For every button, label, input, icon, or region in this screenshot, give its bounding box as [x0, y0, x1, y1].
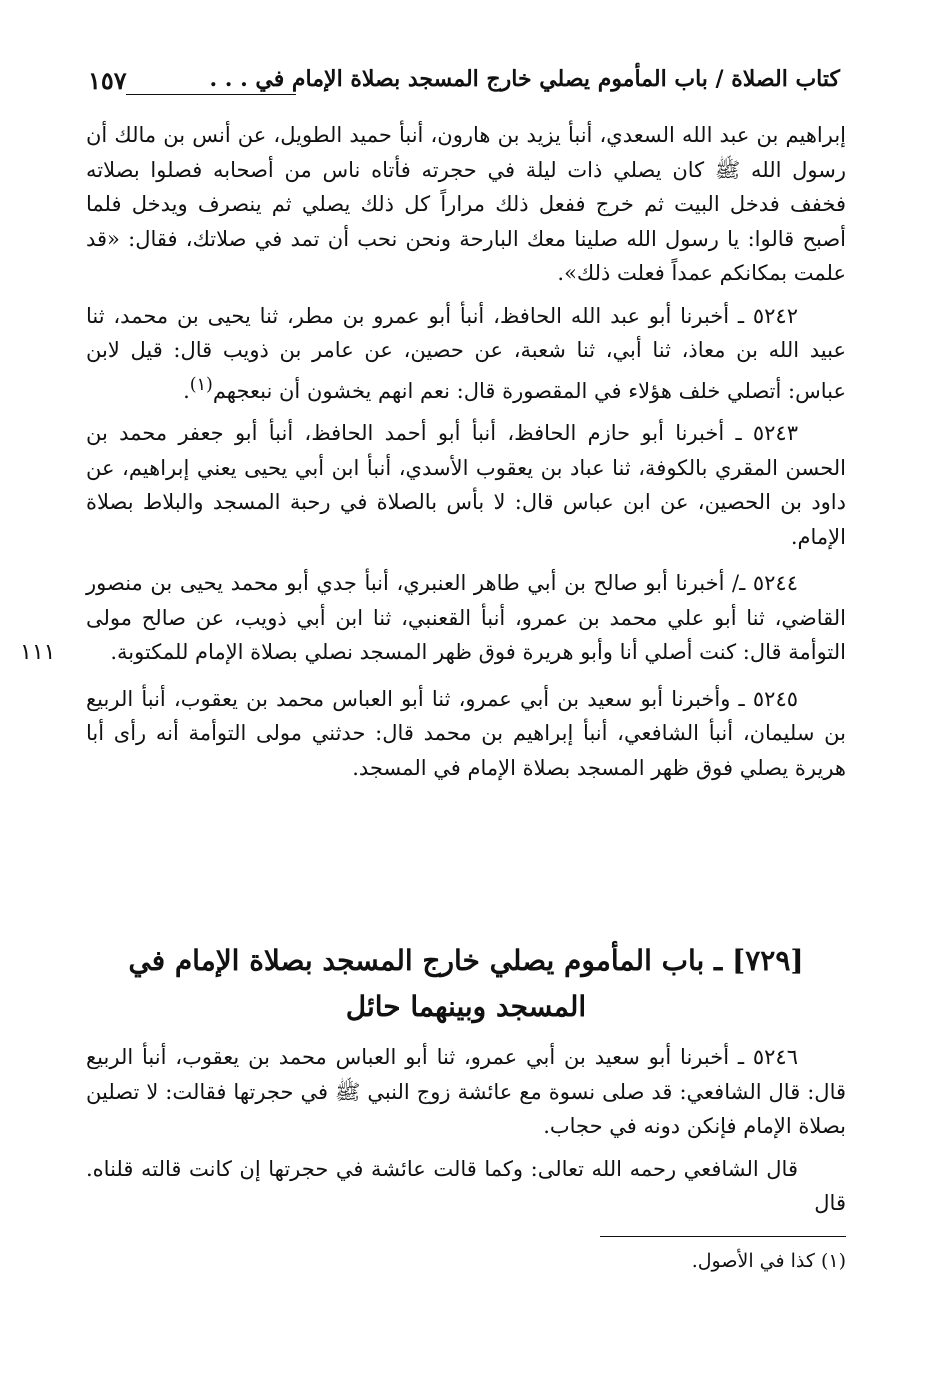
- paragraph-5242-text: ٥٢٤٢ ـ أخبرنا أبو عبد الله الحافظ، أنبأ أبو عمرو بن مطر، ثنا يحيى بن محمد، ثنا عبيد الله بن معاذ، ثنا أبي، ثنا شعبة، عن حصين، عن عامر بن ذويب قال: قيل لابن عباس: أتصلي خلف هؤلاء في المقصورة قال: نعم انهم يخشون أن نبعجهم: [86, 303, 846, 403]
- chapter-heading: [٧٢٩] ـ باب المأموم يصلي خارج المسجد بصلاة الإمام في المسجد وبينهما حائل: [128, 944, 804, 1023]
- body-text-upper: [86, 118, 846, 785]
- paragraph-5246: ٥٢٤٦ ـ أخبرنا أبو سعيد بن أبي عمرو، ثنا أبو العباس محمد بن يعقوب، أنبأ الربيع قال: قال الشافعي: قد صلى نسوة مع عائشة زوج النبي ﷺ في حجرتها فقالت: لا تصلين بصلاة الإمام فإنكن دونه في حجاب.: [86, 1045, 847, 1138]
- header-title: كتاب الصلاة / باب المأموم يصلي خارج المسجد بصلاة الإمام في . . .: [209, 66, 840, 92]
- footnote-reference: (١): [189, 374, 213, 395]
- header-rule: [126, 94, 296, 95]
- body-text-lower: [86, 1040, 846, 1221]
- page-number: ١٥٧: [88, 66, 127, 95]
- footnote: (١) كذا في الأصول.: [691, 1250, 846, 1272]
- running-header: [88, 66, 840, 106]
- margin-manuscript-folio: ١١١: [20, 640, 56, 665]
- paragraph-5244: ٥٢٤٤ ـ/ أخبرنا أبو صالح بن أبي طاهر العنبري، أنبأ جدي أبو محمد يحيى بن منصور القاضي، ثنا أبو علي محمد بن عمرو، أنبأ القعنبي، ثنا ابن أبي ذويب، عن صالح مولى التوأمة قال: كنت أصلي أنا وأبو هريرة فوق ظهر المسجد نصلي بصلاة الإمام للمكتوبة.: [86, 571, 846, 664]
- footnote-rule: [600, 1236, 846, 1237]
- paragraph-shafii: قال الشافعي رحمه الله تعالى: وكما قالت عائشة في حجرتها إن كانت قالته قلناه. قال: [86, 1156, 846, 1215]
- paragraph-5245: ٥٢٤٥ ـ وأخبرنا أبو سعيد بن أبي عمرو، ثنا أبو العباس محمد بن يعقوب، أنبأ الربيع بن سليمان، أنبأ الشافعي، أنبأ إبراهيم بن محمد قال: حدثني مولى التوأمة أنه رأى أبا هريرة يصلي فوق ظهر المسجد بصلاة الإمام في المسجد.: [86, 686, 846, 780]
- paragraph-5242-end: .: [183, 378, 190, 403]
- paragraph-5242: [86, 299, 846, 409]
- paragraph-5243: ٥٢٤٣ ـ أخبرنا أبو حازم الحافظ، أنبأ أبو أحمد الحافظ، أنبأ أبو جعفر محمد بن الحسن المقري بالكوفة، ثنا عباد بن يعقوب الأسدي، أنبأ ابن أبي يحيى يعني إبراهيم، عن داود بن الحصين، عن ابن عباس قال: لا بأس بالصلاة في رحبة المسجد والبلاط بصلاة الإمام.: [86, 421, 846, 549]
- paragraph-continuation: إبراهيم بن عبد الله السعدي، أنبأ يزيد بن هارون، أنبأ حميد الطويل، عن أنس بن مالك أن رسول الله ﷺ كان يصلي ذات ليلة في حجرته فأتاه ناس من أصحابه فصلوا بصلاته فخفف فدخل البيت ثم خرج ففعل ذلك مراراً كل ذلك يصلي ثم ينصرف ويدخل فلما أصبح قالوا: يا رسول الله صلينا معك البارحة ونحن نحب أن تمد في صلاتك، فقال: «قد علمت بمكانكم عمداً فعلت ذلك».: [86, 123, 846, 285]
